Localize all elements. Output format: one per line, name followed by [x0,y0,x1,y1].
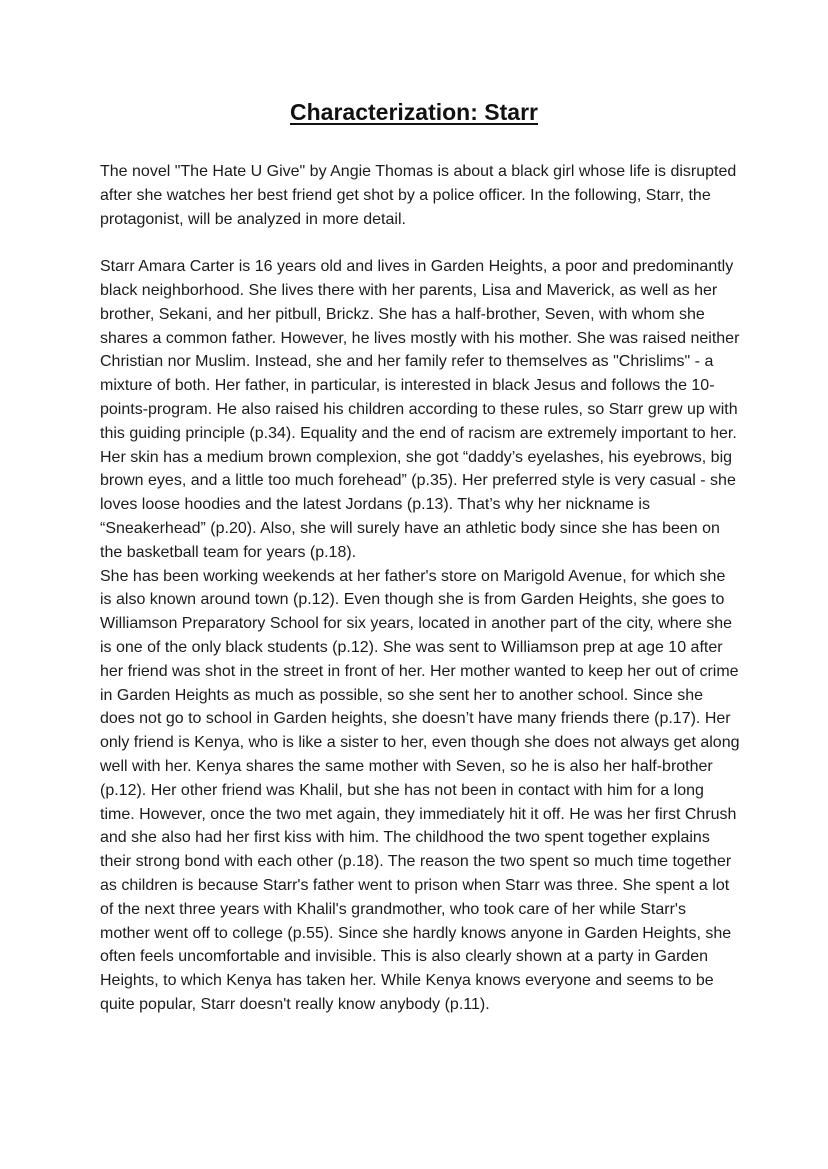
paragraph-background: She has been working weekends at her father's store on Marigold Avenue, for which she is also known around town (p.12). Even though she is from Garden Heights, she goes to Williamson Preparatory School for six years, located in another part of the city, where she is one of the only black students (p.12). She was sent to Williamson prep at age 10 after her friend was shot in the street in front of her. Her mother wanted to keep her out of crime in Garden Heights as much as possible, so she sent her to another school. Since she does not go to school in Garden heights, she doesn’t have many friends there (p.17). Her only friend is Kenya, who is like a sister to her, even though she does not always get along well with her. Kenya shares the same mother with Seven, so he is also her half-brother (p.12). Her other friend was Khalil, but she has not been in contact with him for a long time. However, once the two met again, they immediately hit it off. He was her first Chrush and she also had her first kiss with him. The childhood the two spent together explains their strong bond with each other (p.18). The reason the two spent so much time together as children is because Starr's father went to prison when Starr was three. She spent a lot of the next three years with Khalil's grandmother, who took care of her while Starr's mother went off to college (p.55). Since she hardly knows anyone in Garden Heights, she often feels uncomfortable and invisible. This is also clearly shown at a party in Garden Heights, to which Kenya has taken her. While Kenya knows everyone and seems to be quite popular, Starr doesn't really know anybody (p.11). [100,567,740,1013]
paragraph-intro: The novel "The Hate U Give" by Angie Thomas is about a black girl whose life is disrupted after she watches her best friend get shot by a police officer. In the following, Starr, the protagonist, will be analyzed in more detail. [100,163,737,228]
document-body [100,160,740,1017]
document-title: Characterization: Starr [290,99,538,125]
paragraph-description: Starr Amara Carter is 16 years old and lives in Garden Heights, a poor and predominantly black neighborhood. She lives there with her parents, Lisa and Maverick, as well as her brother, Sekani, and her pitbull, Brickz. She has a half-brother, Seven, with whom she shares a common father. However, he lives mostly with his mother. She was raised neither Christian nor Muslim. Instead, she and her family refer to themselves as "Chrislims" - a mixture of both. Her father, in particular, is interested in black Jesus and follows the 10-points-program. He also raised his children according to these rules, so Starr grew up with this guiding principle (p.34). Equality and the end of racism are extremely important to her. Her skin has a medium brown complexion, she got “daddy’s eyelashes, his eyebrows, big brown eyes, and a little too much forehead” (p.35). Her preferred style is very casual - she loves loose hoodies and the latest Jordans (p.13). That’s why her nickname is “Sneakerhead” (p.20). Also, she will surely have an athletic body since she has been on the basketball team for years (p.18). [100,258,740,561]
